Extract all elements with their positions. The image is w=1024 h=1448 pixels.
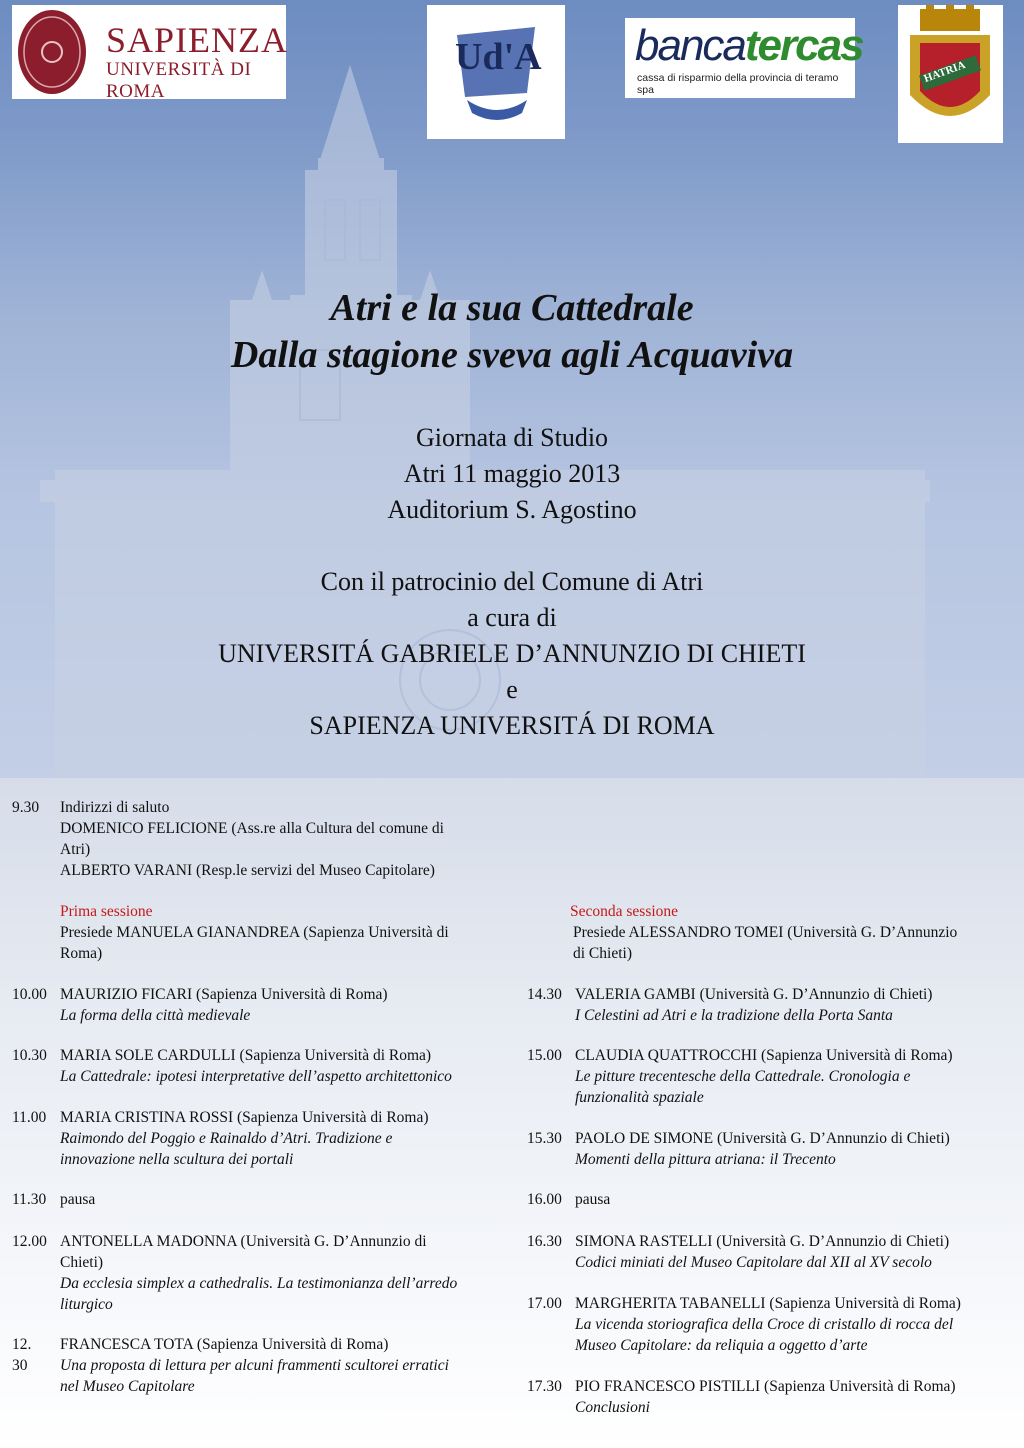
item-title-2: innovazione nella scultura dei portali	[60, 1151, 294, 1168]
sapienza-sub: UNIVERSITÀ DI ROMA	[106, 59, 252, 102]
item-title-2: liturgico	[60, 1296, 113, 1313]
session-1-chair: Presiede MANUELA GIANANDREA (Sapienza Università di	[60, 924, 449, 941]
patronage-line-5: SAPIENZA UNIVERSITÁ DI ROMA	[309, 711, 715, 740]
item-speaker: ANTONELLA MADONNA (Università G. D’Annunzio di	[60, 1233, 427, 1250]
item-speaker: MARGHERITA TABANELLI (Sapienza Università di Roma)	[575, 1295, 961, 1312]
item-time: 11.00	[12, 1109, 47, 1126]
patronage-line-4: e	[506, 675, 518, 704]
item-title-2: nel Museo Capitolare	[60, 1378, 195, 1395]
tercas-sub: cassa di risparmio della provincia di teramo spa	[637, 72, 839, 96]
item-time: 10.00	[12, 986, 47, 1003]
item-time: 12. 30	[12, 1336, 32, 1374]
item-title-2: Museo Capitolare: da reliquia a oggetto d’arte	[575, 1337, 868, 1354]
item-time: 10.30	[12, 1047, 47, 1064]
item-speaker: pausa	[60, 1191, 96, 1208]
item-speaker: CLAUDIA QUATTROCCHI (Sapienza Università di Roma)	[575, 1047, 953, 1064]
item-time: 15.00	[527, 1047, 562, 1064]
opening-line-1: DOMENICO FELICIONE (Ass.re alla Cultura del comune di	[60, 820, 444, 837]
patronage-block	[0, 564, 1024, 744]
item-speaker: SIMONA RASTELLI (Università G. D’Annunzio di Chieti)	[575, 1233, 950, 1250]
item-title: Raimondo del Poggio e Rainaldo d’Atri. Tradizione e	[60, 1130, 393, 1147]
program-time: 9.30	[12, 799, 40, 816]
bancatercas-logo	[625, 18, 863, 98]
session-2-chair-2: di Chieti)	[573, 945, 632, 962]
item-title: Una proposta di lettura per alcuni frammenti scultorei erratici	[60, 1357, 449, 1374]
title-line-2: Dalla stagione sveva agli Acquaviva	[230, 334, 794, 376]
event-info	[0, 420, 1024, 528]
item-title: Codici miniati del Museo Capitolare dal XII al XV secolo	[575, 1254, 932, 1271]
event-type: Giornata di Studio	[415, 423, 609, 452]
item-title: La vicenda storiografica della Croce di cristallo di rocca del	[575, 1316, 954, 1333]
item-speaker: MAURIZIO FICARI (Sapienza Università di Roma)	[60, 986, 388, 1003]
sapienza-logo	[12, 5, 289, 102]
item-time: 15.30	[527, 1130, 562, 1147]
title-line-1: Atri e la sua Cattedrale	[330, 287, 694, 329]
event-venue: Auditorium S. Agostino	[387, 495, 637, 524]
item-speaker: MARIA SOLE CARDULLI (Sapienza Università di Roma)	[60, 1047, 432, 1064]
opening-line-2: ALBERTO VARANI (Resp.le servizi del Museo Capitolare)	[60, 862, 435, 879]
patronage-line-2: a cura di	[467, 603, 557, 632]
session-1-chair-2: Roma)	[60, 945, 103, 962]
item-speaker: FRANCESCA TOTA (Sapienza Università di Roma)	[60, 1336, 389, 1353]
patronage-line-3: UNIVERSITÁ GABRIELE D’ANNUNZIO DI CHIETI	[218, 639, 806, 668]
tercas-part1: banca	[635, 21, 745, 70]
item-title: Da ecclesia simplex a cathedralis. La testimonianza dell’arredo	[60, 1275, 458, 1292]
main-title	[0, 285, 1024, 379]
item-time: 12.00	[12, 1233, 47, 1250]
item-speaker-2: Chieti)	[60, 1254, 104, 1271]
item-title: La Cattedrale: ipotesi interpretative dell’aspetto architettonico	[60, 1068, 452, 1085]
sapienza-name: SAPIENZA	[106, 20, 289, 60]
item-time: 16.30	[527, 1233, 562, 1250]
atri-motto: HATRIA	[922, 58, 967, 86]
item-title: La forma della città medievale	[60, 1007, 251, 1024]
item-title: Conclusioni	[575, 1399, 650, 1416]
item-speaker: VALERIA GAMBI (Università G. D’Annunzio di Chieti)	[575, 986, 933, 1003]
uda-logo	[427, 5, 565, 139]
opening-line-1b: Atri)	[60, 841, 91, 858]
item-title: I Celestini ad Atri e la tradizione della Porta Santa	[575, 1007, 893, 1024]
item-speaker: PIO FRANCESCO PISTILLI (Sapienza Università di Roma)	[575, 1378, 956, 1395]
item-title-2: funzionalità spaziale	[575, 1089, 704, 1106]
tercas-part2: tercas	[744, 21, 863, 70]
sapienza-seal-icon	[14, 7, 94, 97]
event-date: Atri 11 maggio 2013	[403, 459, 621, 488]
session-2-label: Seconda sessione	[570, 903, 679, 920]
item-time: 14.30	[527, 986, 562, 1003]
item-time: 11.30	[12, 1191, 47, 1208]
session-1-label: Prima sessione	[60, 903, 153, 920]
item-time: 16.00	[527, 1191, 562, 1208]
session-2-chair: Presiede ALESSANDRO TOMEI (Università G. D’Annunzio	[573, 924, 958, 941]
opening-title: Indirizzi di saluto	[60, 799, 170, 816]
patronage-line-1: Con il patrocinio del Comune di Atri	[320, 567, 704, 596]
item-time: 17.30	[527, 1378, 562, 1395]
item-speaker: pausa	[575, 1191, 611, 1208]
item-title: Le pitture trecentesche della Cattedrale. Cronologia e	[575, 1068, 911, 1085]
uda-text: Ud'A	[455, 36, 542, 78]
item-title: Momenti della pittura atriana: il Trecento	[575, 1151, 836, 1168]
item-speaker: PAOLO DE SIMONE (Università G. D’Annunzio di Chieti)	[575, 1130, 950, 1147]
item-time: 17.00	[527, 1295, 562, 1312]
item-speaker: MARIA CRISTINA ROSSI (Sapienza Università di Roma)	[60, 1109, 429, 1126]
